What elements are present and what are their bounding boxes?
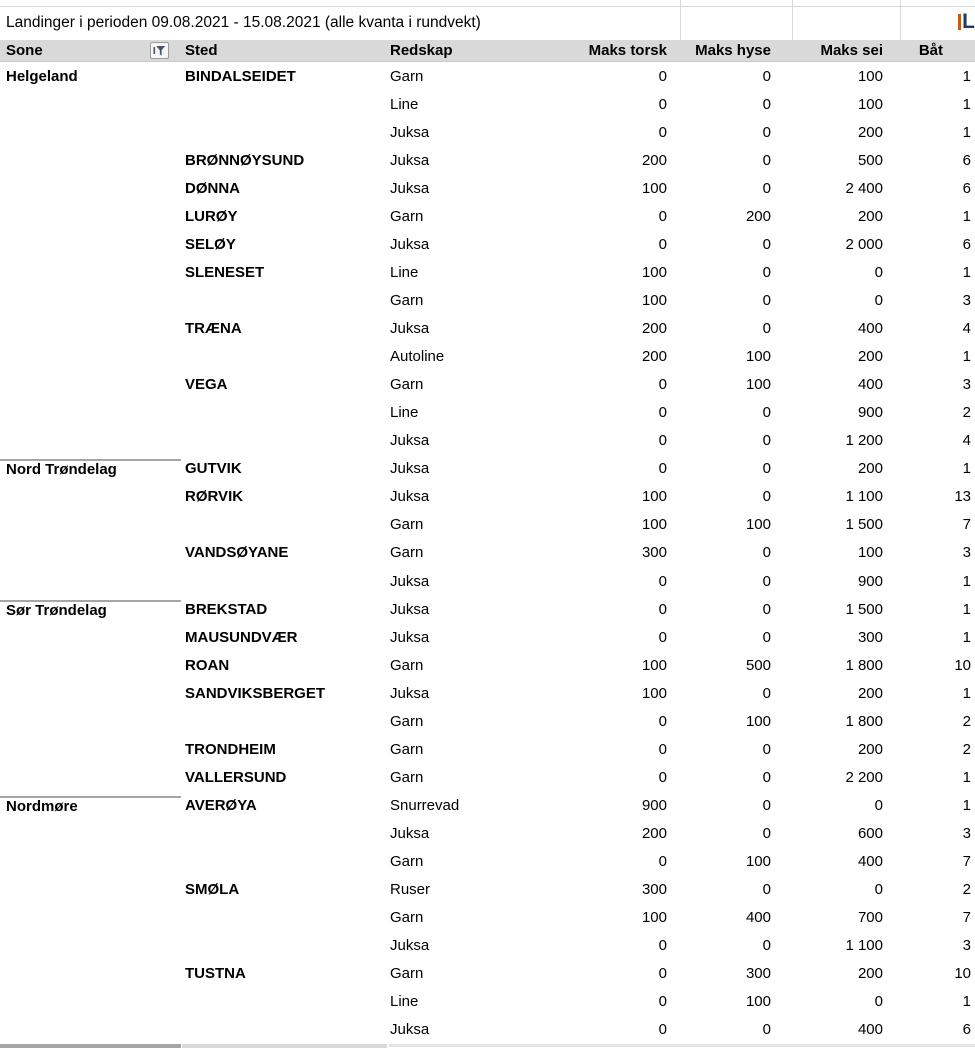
cell-maks-sei[interactable]: 400 (857, 853, 883, 871)
table-row (0, 258, 975, 286)
cell-maks-torsk[interactable]: 0 (658, 460, 667, 478)
table-row (0, 623, 975, 651)
table-row (0, 791, 975, 819)
next-row-cutoff-strip (0, 1044, 975, 1049)
cell-baat[interactable]: 2 (962, 740, 971, 758)
cell-redskap[interactable]: Juksa (390, 600, 430, 618)
cell-maks-torsk[interactable]: 0 (658, 1021, 667, 1039)
cell-maks-hyse[interactable]: 0 (762, 488, 771, 506)
table-row (0, 932, 975, 960)
cell-maks-sei[interactable]: 200 (857, 684, 883, 702)
cell-redskap[interactable]: Juksa (390, 488, 430, 506)
cell-baat[interactable]: 1 (962, 797, 971, 814)
cell-maks-torsk[interactable]: 100 (641, 263, 667, 281)
cell-baat[interactable]: 1 (962, 628, 971, 646)
table-row (0, 876, 975, 904)
cell-sted[interactable]: BRØNNØYSUND (185, 151, 305, 169)
cell-sted[interactable]: TRÆNA (185, 320, 242, 338)
table-row (0, 146, 975, 174)
cell-maks-sei[interactable]: 0 (874, 797, 883, 814)
cell-maks-sei[interactable]: 700 (857, 909, 883, 927)
cell-redskap[interactable]: Juksa (390, 937, 430, 955)
table-row (0, 315, 975, 343)
column-header-redskap[interactable]: Redskap (390, 42, 453, 59)
table-row (0, 511, 975, 539)
table-row (0, 174, 975, 202)
cell-maks-hyse[interactable]: 0 (762, 404, 771, 422)
cell-maks-torsk[interactable]: 0 (658, 740, 667, 758)
cell-maks-torsk[interactable]: 0 (658, 235, 667, 253)
cell-redskap[interactable]: Line (390, 95, 419, 113)
cell-redskap[interactable]: Juksa (390, 825, 430, 843)
report-title-cell[interactable] (0, 6, 975, 40)
cell-baat[interactable]: 2 (962, 712, 971, 730)
cell-redskap[interactable]: Juksa (390, 320, 430, 338)
table-row (0, 62, 975, 90)
funnel-filter-icon (153, 45, 166, 57)
cell-baat[interactable]: 1 (962, 460, 971, 478)
cell-maks-torsk[interactable]: 0 (658, 965, 667, 983)
cell-maks-torsk[interactable]: 300 (641, 881, 667, 899)
table-row (0, 763, 975, 791)
cell-maks-hyse[interactable]: 0 (762, 768, 771, 786)
corner-accent-bar (958, 14, 961, 30)
cell-maks-sei[interactable]: 200 (857, 348, 883, 366)
cell-redskap[interactable]: Ruser (390, 881, 431, 899)
cell-maks-sei[interactable]: 200 (857, 207, 883, 225)
cell-baat[interactable]: 1 (962, 263, 971, 281)
cell-maks-sei[interactable]: 0 (874, 881, 883, 899)
cell-sone[interactable]: Nordmøre (0, 796, 181, 815)
cell-redskap[interactable]: Juksa (390, 1021, 430, 1039)
table-row (0, 286, 975, 314)
table-row (0, 848, 975, 876)
cell-redskap[interactable]: Juksa (390, 684, 430, 702)
table-row (0, 483, 975, 511)
cell-sted[interactable]: SMØLA (185, 881, 240, 899)
cell-redskap[interactable]: Juksa (390, 151, 430, 169)
cell-maks-hyse[interactable]: 100 (745, 376, 771, 394)
cell-baat[interactable]: 1 (962, 768, 971, 786)
cell-maks-sei[interactable]: 200 (857, 740, 883, 758)
cell-maks-torsk[interactable]: 100 (641, 909, 667, 927)
table-row (0, 595, 975, 623)
cell-baat[interactable]: 1 (962, 993, 971, 1011)
cell-maks-torsk[interactable]: 0 (658, 600, 667, 618)
cell-maks-hyse[interactable]: 0 (762, 740, 771, 758)
table-row (0, 679, 975, 707)
cell-maks-hyse[interactable]: 0 (762, 825, 771, 843)
cell-redskap[interactable]: Garn (390, 740, 424, 758)
cell-maks-hyse[interactable]: 0 (762, 1021, 771, 1039)
cell-maks-sei[interactable]: 1 500 (845, 516, 883, 534)
cell-maks-sei[interactable]: 0 (874, 263, 883, 281)
cell-maks-sei[interactable]: 0 (874, 993, 883, 1011)
table-row (0, 343, 975, 371)
cell-maks-hyse[interactable]: 0 (762, 881, 771, 899)
cell-redskap[interactable]: Garn (390, 853, 424, 871)
cell-baat[interactable]: 6 (962, 179, 971, 197)
cell-maks-torsk[interactable]: 200 (641, 348, 667, 366)
cell-sted[interactable]: TRONDHEIM (185, 740, 276, 758)
table-row (0, 735, 975, 763)
cell-baat[interactable]: 7 (962, 853, 971, 871)
cell-baat[interactable]: 1 (962, 207, 971, 225)
column-header-maks-hyse[interactable]: Maks hyse (695, 42, 771, 59)
cell-baat[interactable]: 6 (962, 151, 971, 169)
cell-baat[interactable]: 3 (962, 291, 971, 309)
column-header-maks-torsk[interactable]: Maks torsk (588, 42, 667, 59)
cell-maks-hyse[interactable]: 500 (745, 656, 771, 674)
table-row (0, 960, 975, 988)
cell-sted[interactable]: VALLERSUND (185, 768, 287, 786)
cell-maks-sei[interactable]: 2 200 (845, 768, 883, 786)
cell-baat[interactable]: 2 (962, 404, 971, 422)
cell-maks-hyse[interactable]: 0 (762, 179, 771, 197)
corner-cutoff-text (958, 9, 975, 35)
cell-baat[interactable]: 10 (954, 965, 971, 983)
cell-redskap[interactable]: Garn (390, 656, 424, 674)
cell-maks-hyse[interactable]: 0 (762, 263, 771, 281)
table-row (0, 567, 975, 595)
cell-redskap[interactable]: Garn (390, 291, 424, 309)
cell-sted[interactable]: AVERØYA (185, 797, 257, 814)
table-row (0, 90, 975, 118)
cell-redskap[interactable]: Garn (390, 909, 424, 927)
cell-maks-sei[interactable]: 1 200 (845, 432, 883, 450)
cell-redskap[interactable]: Juksa (390, 123, 430, 141)
cell-maks-torsk[interactable]: 0 (658, 123, 667, 141)
cell-maks-hyse[interactable]: 0 (762, 600, 771, 618)
cell-sted[interactable]: LURØY (185, 207, 238, 225)
cell-maks-torsk[interactable]: 0 (658, 404, 667, 422)
table-row (0, 455, 975, 483)
cell-maks-sei[interactable]: 100 (857, 544, 883, 562)
table-row (0, 399, 975, 427)
cell-maks-torsk[interactable]: 100 (641, 291, 667, 309)
cell-maks-torsk[interactable]: 0 (658, 67, 667, 85)
cell-maks-sei[interactable]: 100 (857, 95, 883, 113)
corner-label: L (962, 10, 975, 33)
cell-maks-hyse[interactable]: 100 (745, 348, 771, 366)
cell-maks-sei[interactable]: 200 (857, 965, 883, 983)
cell-maks-torsk[interactable]: 100 (641, 656, 667, 674)
cell-maks-hyse[interactable]: 300 (745, 965, 771, 983)
cell-maks-hyse[interactable]: 0 (762, 235, 771, 253)
table-row (0, 230, 975, 258)
cell-maks-hyse[interactable]: 0 (762, 684, 771, 702)
cell-redskap[interactable]: Autoline (390, 348, 445, 366)
cell-maks-sei[interactable]: 1 800 (845, 712, 883, 730)
cell-maks-hyse[interactable]: 0 (762, 291, 771, 309)
table-row (0, 904, 975, 932)
cell-maks-torsk[interactable]: 0 (658, 572, 667, 590)
cell-maks-hyse[interactable]: 400 (745, 909, 771, 927)
cell-maks-torsk[interactable]: 0 (658, 712, 667, 730)
cell-maks-torsk[interactable]: 100 (641, 684, 667, 702)
cell-maks-sei[interactable]: 1 100 (845, 488, 883, 506)
cell-redskap[interactable]: Line (390, 993, 419, 1011)
cell-maks-sei[interactable]: 900 (857, 572, 883, 590)
cell-redskap[interactable]: Garn (390, 67, 424, 85)
cell-redskap[interactable]: Juksa (390, 460, 430, 478)
cell-maks-hyse[interactable]: 0 (762, 544, 771, 562)
cell-maks-torsk[interactable]: 200 (641, 825, 667, 843)
cell-maks-hyse[interactable]: 0 (762, 432, 771, 450)
cell-redskap[interactable]: Snurrevad (390, 797, 460, 814)
cell-baat[interactable]: 6 (962, 235, 971, 253)
table-row (0, 118, 975, 146)
filter-button[interactable] (150, 42, 169, 59)
cell-maks-torsk[interactable]: 0 (658, 432, 667, 450)
cell-baat[interactable]: 1 (962, 67, 971, 85)
table-row (0, 651, 975, 679)
cell-baat[interactable]: 3 (962, 825, 971, 843)
table-row (0, 427, 975, 455)
table-row (0, 1016, 975, 1044)
cell-redskap[interactable]: Garn (390, 712, 424, 730)
cell-redskap[interactable]: Juksa (390, 179, 430, 197)
cell-maks-hyse[interactable]: 100 (745, 993, 771, 1011)
cell-sted[interactable]: SANDVIKSBERGET (185, 684, 326, 702)
cell-baat[interactable]: 3 (962, 544, 971, 562)
cell-sone[interactable]: Sør Trøndelag (0, 600, 181, 619)
cell-maks-sei[interactable]: 1 100 (845, 937, 883, 955)
cell-maks-hyse[interactable]: 100 (745, 853, 771, 871)
cell-maks-hyse[interactable]: 0 (762, 937, 771, 955)
cell-redskap[interactable]: Juksa (390, 628, 430, 646)
cell-redskap[interactable]: Garn (390, 516, 424, 534)
cell-baat[interactable]: 2 (962, 881, 971, 899)
cell-sted[interactable]: BREKSTAD (185, 600, 268, 618)
cell-maks-hyse[interactable]: 0 (762, 320, 771, 338)
cell-maks-sei[interactable]: 200 (857, 123, 883, 141)
cell-baat[interactable]: 1 (962, 95, 971, 113)
cell-redskap[interactable]: Garn (390, 376, 424, 394)
cell-maks-torsk[interactable]: 100 (641, 488, 667, 506)
cell-redskap[interactable]: Garn (390, 207, 424, 225)
cell-sted[interactable]: SLENESET (185, 263, 265, 281)
cell-baat[interactable]: 1 (962, 572, 971, 590)
cell-baat[interactable]: 4 (962, 320, 971, 338)
cell-maks-torsk[interactable]: 0 (658, 628, 667, 646)
cell-maks-sei[interactable]: 2 000 (845, 235, 883, 253)
cell-baat[interactable]: 10 (954, 656, 971, 674)
cell-redskap[interactable]: Garn (390, 768, 424, 786)
cell-maks-sei[interactable]: 900 (857, 404, 883, 422)
cell-baat[interactable]: 3 (962, 937, 971, 955)
cell-maks-sei[interactable]: 600 (857, 825, 883, 843)
column-header-sted[interactable]: Sted (185, 42, 218, 59)
table-row (0, 539, 975, 567)
cell-maks-sei[interactable]: 1 500 (845, 600, 883, 618)
cell-sted[interactable]: MAUSUNDVÆR (185, 628, 298, 646)
cell-maks-hyse[interactable]: 0 (762, 460, 771, 478)
column-header-sone[interactable]: Sone (6, 42, 43, 59)
cell-sted[interactable]: DØNNA (185, 179, 240, 197)
cell-maks-sei[interactable]: 500 (857, 151, 883, 169)
cell-sone[interactable]: Nord Trøndelag (0, 459, 181, 478)
report-title: Landinger i perioden 09.08.2021 - 15.08.2021 (alle kvanta i rundvekt) (6, 14, 481, 31)
cell-baat[interactable]: 4 (962, 432, 971, 450)
cell-redskap[interactable]: Line (390, 263, 419, 281)
cell-maks-sei[interactable]: 400 (857, 376, 883, 394)
cell-sted[interactable]: SELØY (185, 235, 236, 253)
cell-maks-torsk[interactable]: 0 (658, 853, 667, 871)
cell-maks-sei[interactable]: 2 400 (845, 179, 883, 197)
cell-redskap[interactable]: Garn (390, 965, 424, 983)
cell-sted[interactable]: ROAN (185, 656, 230, 674)
table-row (0, 202, 975, 230)
cell-maks-torsk[interactable]: 900 (641, 797, 667, 814)
cell-maks-hyse[interactable]: 0 (762, 95, 771, 113)
cell-maks-sei[interactable]: 400 (857, 1021, 883, 1039)
cell-maks-sei[interactable]: 400 (857, 320, 883, 338)
cell-redskap[interactable]: Juksa (390, 572, 430, 590)
cell-maks-hyse[interactable]: 0 (762, 797, 771, 814)
cell-sone[interactable]: Helgeland (6, 67, 78, 85)
cell-sted[interactable]: RØRVIK (185, 488, 244, 506)
cell-sted[interactable]: BINDALSEIDET (185, 67, 296, 85)
cell-baat[interactable]: 1 (962, 348, 971, 366)
cell-maks-sei[interactable]: 0 (874, 291, 883, 309)
cell-maks-hyse[interactable]: 200 (745, 207, 771, 225)
cell-maks-hyse[interactable]: 0 (762, 628, 771, 646)
table-row (0, 707, 975, 735)
cell-maks-torsk[interactable]: 0 (658, 95, 667, 113)
cell-sted[interactable]: TUSTNA (185, 965, 246, 983)
cell-redskap[interactable]: Garn (390, 544, 424, 562)
cell-maks-torsk[interactable]: 0 (658, 993, 667, 1011)
column-header-maks-sei[interactable]: Maks sei (820, 42, 883, 59)
table-row (0, 820, 975, 848)
cell-baat[interactable]: 6 (962, 1021, 971, 1039)
cell-baat[interactable]: 1 (962, 600, 971, 618)
cell-maks-sei[interactable]: 200 (857, 460, 883, 478)
cell-maks-hyse[interactable]: 0 (762, 67, 771, 85)
cell-maks-hyse[interactable]: 100 (745, 712, 771, 730)
cell-maks-torsk[interactable]: 0 (658, 207, 667, 225)
cell-maks-torsk[interactable]: 0 (658, 376, 667, 394)
cell-maks-sei[interactable]: 100 (857, 67, 883, 85)
table-row (0, 371, 975, 399)
table-header-row (0, 40, 975, 62)
cell-maks-sei[interactable]: 300 (857, 628, 883, 646)
cell-maks-hyse[interactable]: 100 (745, 516, 771, 534)
cell-maks-torsk[interactable]: 300 (641, 544, 667, 562)
cell-sted[interactable]: VANDSØYANE (185, 544, 289, 562)
cell-baat[interactable]: 7 (962, 909, 971, 927)
cell-baat[interactable]: 1 (962, 123, 971, 141)
cell-maks-torsk[interactable]: 0 (658, 937, 667, 955)
cell-maks-hyse[interactable]: 0 (762, 572, 771, 590)
cell-baat[interactable]: 7 (962, 516, 971, 534)
cell-sted[interactable]: VEGA (185, 376, 228, 394)
table-body (0, 62, 975, 1044)
cell-maks-hyse[interactable]: 0 (762, 151, 771, 169)
cell-redskap[interactable]: Line (390, 404, 419, 422)
cell-baat[interactable]: 3 (962, 376, 971, 394)
table-row (0, 988, 975, 1016)
cell-maks-torsk[interactable]: 100 (641, 516, 667, 534)
cell-redskap[interactable]: Juksa (390, 235, 430, 253)
cell-sted[interactable]: GUTVIK (185, 460, 242, 478)
cell-redskap[interactable]: Juksa (390, 432, 430, 450)
cell-baat[interactable]: 13 (954, 488, 971, 506)
cell-maks-torsk[interactable]: 200 (641, 320, 667, 338)
column-header-baat[interactable]: Båt (918, 42, 943, 59)
cell-maks-sei[interactable]: 1 800 (845, 656, 883, 674)
cell-baat[interactable]: 1 (962, 684, 971, 702)
cell-maks-torsk[interactable]: 200 (641, 151, 667, 169)
cell-maks-hyse[interactable]: 0 (762, 123, 771, 141)
cell-maks-torsk[interactable]: 100 (641, 179, 667, 197)
cell-maks-torsk[interactable]: 0 (658, 768, 667, 786)
